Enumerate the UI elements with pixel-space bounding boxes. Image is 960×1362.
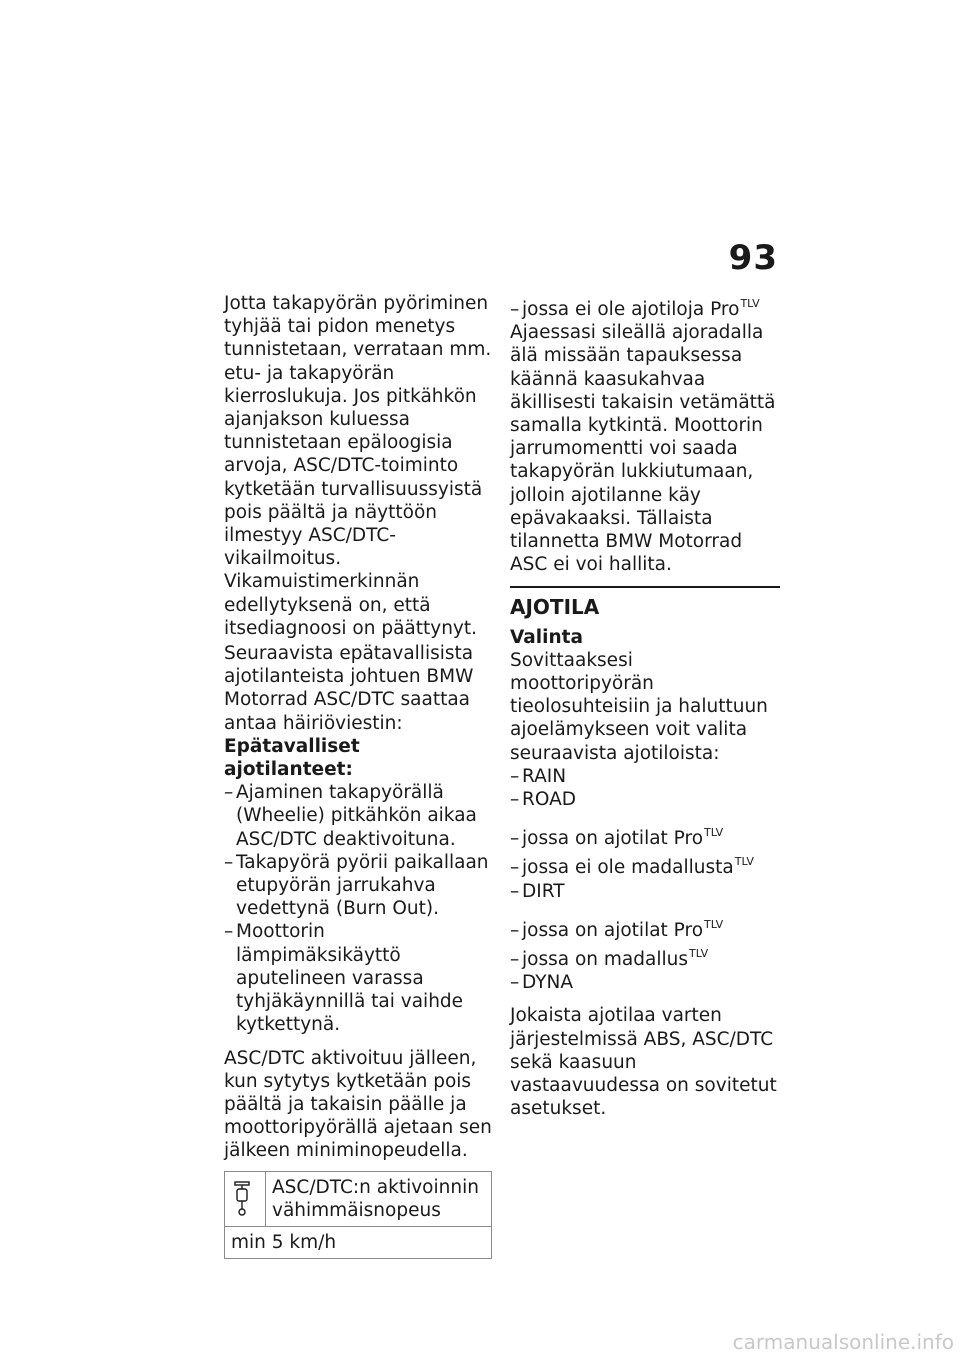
spec-table — [224, 1171, 492, 1260]
settings-paragraph: Jokaista ajotilaa varten järjestelmissä ABS, ASC/DTC sekä kaasuun vastaavuudessa on sovitetut asetukset. — [510, 1005, 777, 1120]
reactivation-paragraph: ASC/DTC aktivoituu jälleen, kun sytytys kytketään pois päältä ja takaisin päälle ja moottoripyörällä ajetaan sen jälkeen miniminopeudella. — [224, 1047, 492, 1162]
page-number: 93 — [728, 238, 778, 278]
intro-paragraph: Jotta takapyörän pyöriminen tyhjää tai pidon menetys tunnistetaan, verrataan mm. etu- ja takapyörän kierroslukuja. Jos pitkähkön ajanjakson kuluessa tunnistetaan epäloogisia arvoja, ASC/DTC-toiminto kytketään turvallisuussyistä pois päältä ja näyttöön ilmestyy ASC/DTC-vikailmoitus. Vikamuistimerkinnän edellytyksenä on, että itsediagnoosi on päättynyt. — [224, 293, 492, 639]
section-heading: AJOTILA — [510, 595, 600, 620]
spec-tool-icon — [231, 1180, 253, 1218]
mode-item: – DIRT — [510, 880, 565, 902]
spec-value: min 5 km/h — [225, 1226, 492, 1258]
mode-item: – ROAD — [510, 789, 576, 811]
subheading: Valinta — [510, 626, 583, 648]
mode-item: – jossa on ajotilat Pro$^{TLV}$ — [510, 826, 724, 850]
riding-warning-paragraph: Ajaessasi sileällä ajoradalla älä missään tapauksessa käännä kaasukahvaa äkillisesti takaisin vetämättä samalla kytkintä. Moottorin jarrumomentti voi saada takapyörän lukkiutumaan, jolloin ajotilanne käy epävakaaksi. Tällaista tilannetta BMW Motorrad ASC ei voi hallita. — [510, 322, 776, 576]
left-column — [224, 292, 492, 1259]
section-divider — [510, 586, 780, 588]
mode-item: – RAIN — [510, 765, 567, 787]
watermark-link[interactable]: carmanualsonline.info — [732, 1330, 954, 1354]
mode-item: – jossa on madallus$^{TLV}$ — [510, 947, 709, 971]
mode-item: – DYNA — [510, 972, 574, 994]
spec-icon-cell — [225, 1171, 266, 1226]
spec-label: ASC/DTC:n aktivoinnin vähimmäisnopeus — [266, 1171, 492, 1226]
list-item: – jossa ei ole ajotiloja Pro$^{TLV}$ — [510, 297, 760, 320]
list-item: – Takapyörä pyörii paikallaan etupyörän jarrukahva vedettynä (Burn Out). — [224, 851, 489, 920]
right-column — [510, 292, 780, 1121]
unusual-situations-intro: Seuraavista epätavallisista ajotilanteista johtuen BMW Motorrad ASC/DTC saattaa antaa häiriöviestin: — [224, 643, 474, 734]
list-item: – Moottorin lämpimäksikäyttö aputelineen varassa tyhjäkäynnillä tai vaihde kytkettynä. — [224, 921, 464, 1036]
mode-intro-paragraph: Sovittaaksesi moottoripyörän tieolosuhteisiin ja haluttuun ajoelämykseen voit valita seuraavista ajotiloista: — [510, 649, 768, 764]
mode-item: – jossa on ajotilat Pro$^{TLV}$ — [510, 917, 724, 941]
mode-item: – jossa ei ole madallusta$^{TLV}$ — [510, 855, 754, 879]
unusual-situations-heading: Epätavalliset ajotilanteet: — [224, 735, 360, 781]
list-item: – Ajaminen takapyörällä (Wheelie) pitkähkön aikaa ASC/DTC deaktivoituna. — [224, 782, 477, 850]
